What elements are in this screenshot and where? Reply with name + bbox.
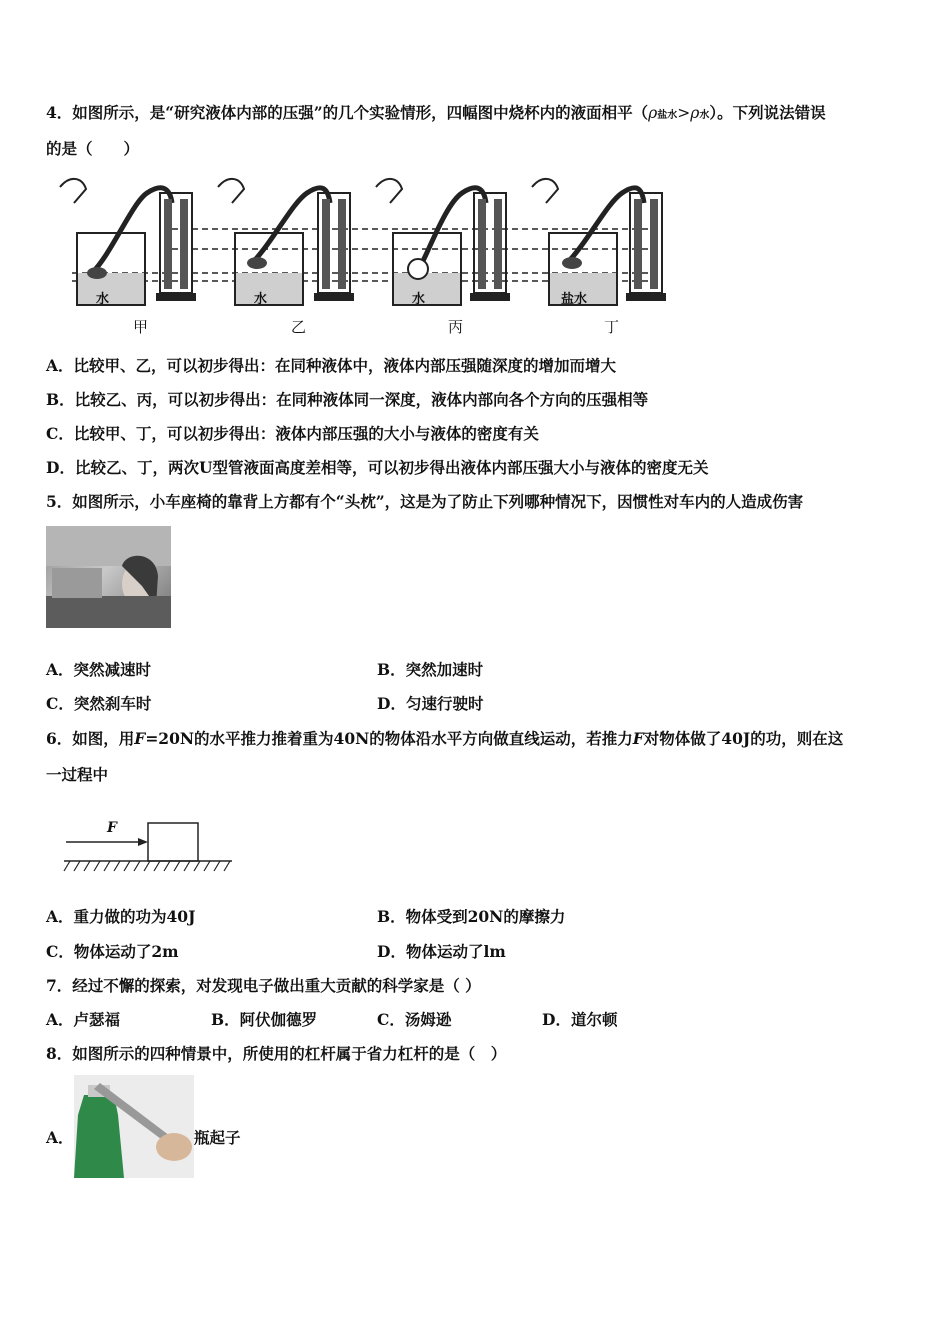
beaker-label-jia: 水 — [96, 292, 110, 307]
fig-label-jia: 甲 — [133, 318, 149, 336]
q6-stem-line2: 一过程中 — [46, 765, 109, 784]
q8-option-a-prefix[interactable]: A． — [46, 1128, 74, 1147]
q4-option-b[interactable]: B．比较乙、丙，可以初步得出：在同种液体同一深度，液体内部向各个方向的压强相等 — [46, 390, 649, 409]
force-block-figure — [60, 815, 235, 880]
q7-option-a[interactable]: A．卢瑟福 — [46, 1010, 121, 1029]
bottle-opener-photo — [74, 1075, 194, 1178]
q5-option-c[interactable]: C．突然刹车时 — [46, 694, 152, 713]
q7-option-b[interactable]: B．阿伏伽德罗 — [211, 1010, 318, 1029]
q4-stem-line2: 的是（ ） — [46, 139, 140, 158]
q5-option-a[interactable]: A．突然减速时 — [46, 660, 152, 679]
setup-jia — [60, 179, 196, 305]
q4-stem-line1: 4．如图所示，是“研究液体内部的压强”的几个实验情形，四幅图中烧杯内的液面相平（ρ盐水>ρ水）。下列说法错误 — [46, 103, 826, 122]
fig-label-yi: 乙 — [291, 318, 307, 336]
setup-ding — [532, 179, 666, 305]
q4-option-a[interactable]: A．比较甲、乙，可以初步得出：在同种液体中，液体内部压强随深度的增加而增大 — [46, 356, 617, 375]
pressure-experiment-figure — [52, 163, 672, 338]
q7-option-d[interactable]: D．道尔顿 — [542, 1010, 618, 1029]
q4-option-c[interactable]: C．比较甲、丁，可以初步得出：液体内部压强的大小与液体的密度有关 — [46, 424, 539, 443]
fig-label-ding: 丁 — [604, 318, 620, 336]
setup-bing — [376, 179, 510, 305]
q7-option-c[interactable]: C．汤姆逊 — [377, 1010, 452, 1029]
q6-option-a[interactable]: A．重力做的功为40J — [46, 907, 196, 926]
q4-option-d[interactable]: D．比较乙、丁，两次U型管液面高度差相等，可以初步得出液体内部压强大小与液体的密度无关 — [46, 458, 709, 477]
q6-option-d[interactable]: D．物体运动了lm — [377, 942, 506, 961]
q5-option-d[interactable]: D．匀速行驶时 — [377, 694, 484, 713]
setup-yi — [218, 179, 354, 305]
q8-option-a-label[interactable]: 瓶起子 — [194, 1128, 241, 1147]
fig-label-bing: 丙 — [448, 318, 464, 336]
force-f-label: F — [107, 820, 117, 836]
q8-stem: 8．如图所示的四种情景中，所使用的杠杆属于省力杠杆的是（ ） — [46, 1044, 507, 1063]
q6-option-c[interactable]: C．物体运动了2m — [46, 942, 179, 961]
beaker-label-ding: 盐水 — [561, 292, 588, 307]
beaker-label-bing: 水 — [412, 292, 426, 307]
q7-stem: 7．经过不懈的探索，对发现电子做出重大贡献的科学家是（ ） — [46, 976, 481, 995]
q5-stem: 5．如图所示，小车座椅的靠背上方都有个“头枕”，这是为了防止下列哪种情况下，因惯性对车内的人造成伤害 — [46, 492, 804, 511]
beaker-label-yi: 水 — [254, 292, 268, 307]
car-headrest-photo — [46, 526, 171, 628]
q6-option-b[interactable]: B．物体受到20N的摩擦力 — [377, 907, 566, 926]
q6-stem-line1: 6．如图，用F=20N的水平推力推着重为40N的物体沿水平方向做直线运动，若推力F对物体做了40J的功，则在这 — [46, 729, 844, 748]
q5-option-b[interactable]: B．突然加速时 — [377, 660, 484, 679]
